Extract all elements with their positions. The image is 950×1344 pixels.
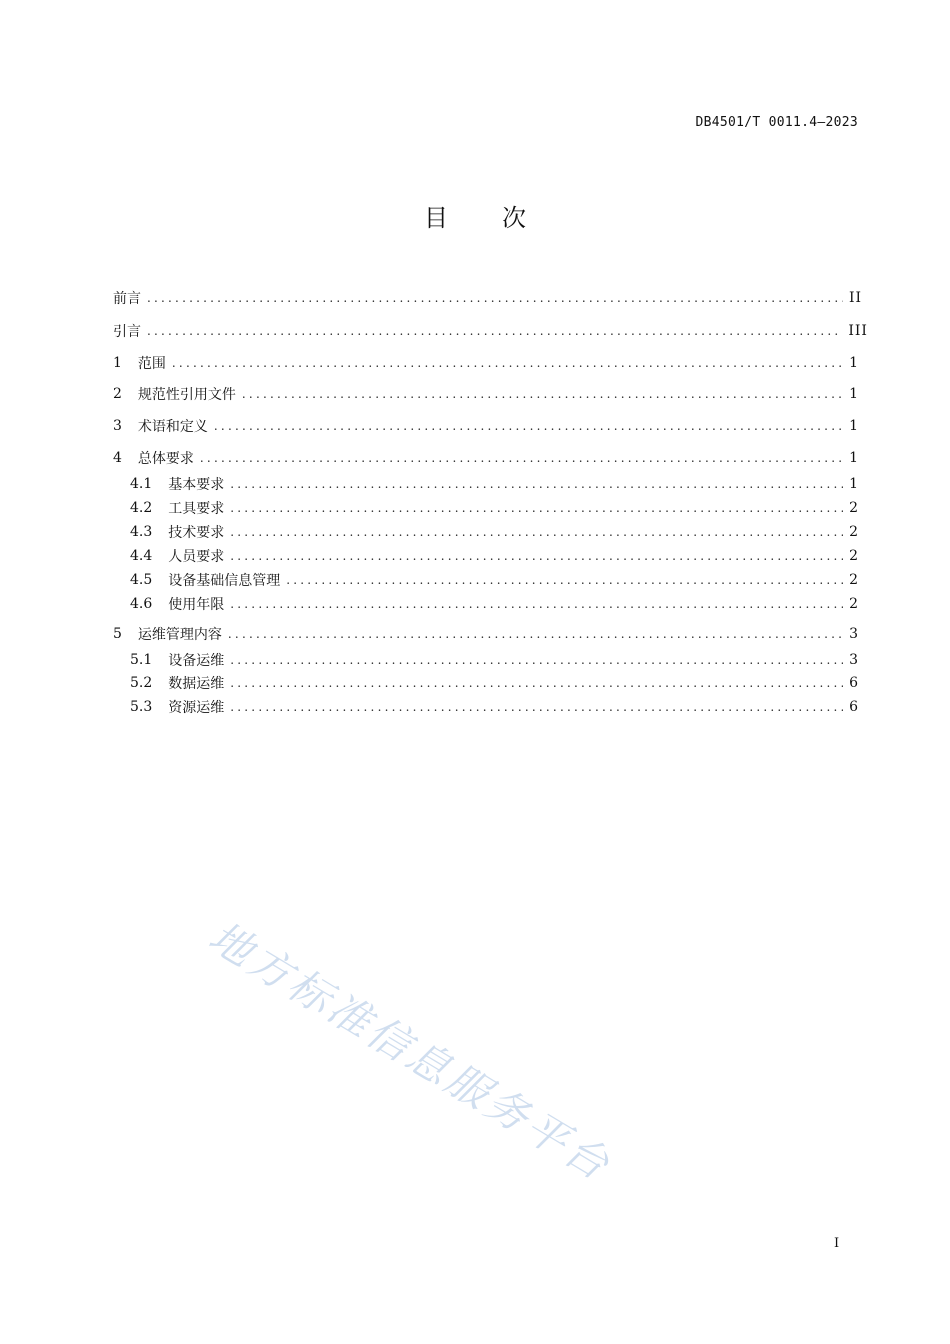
toc-entry-number: 4.2 (130, 500, 153, 516)
toc-entry-page: 2 (849, 524, 859, 540)
toc-entry-label: 规范性引用文件 (137, 387, 236, 403)
toc-entry-page: 2 (849, 500, 859, 516)
toc-entry-4-1[interactable] (130, 473, 859, 495)
dot-leader (230, 497, 843, 519)
toc-entry-label: 术语和定义 (137, 419, 208, 435)
toc-entry-number: 4.5 (130, 572, 153, 588)
dot-leader (242, 383, 843, 405)
toc-entry-label: 总体要求 (137, 451, 194, 467)
toc-entry-label: 设备基础信息管理 (168, 573, 281, 589)
toc-entry-label: 范围 (137, 356, 166, 372)
toc-entry-page: 2 (849, 572, 859, 588)
toc-entry-1[interactable] (113, 352, 859, 374)
dot-leader (230, 696, 843, 718)
dot-leader (228, 623, 843, 645)
toc-entry-number: 3 (113, 418, 122, 434)
toc-entry-3[interactable] (113, 415, 859, 437)
document-code: DB4501/T 0011.4—2023 (695, 115, 858, 130)
toc-entry-label: 设备运维 (168, 653, 225, 669)
toc-entry-label: 工具要求 (168, 501, 225, 517)
toc-entry-5[interactable] (113, 623, 859, 645)
toc-entry-introduction[interactable] (113, 320, 868, 342)
toc-entry-page: 1 (849, 450, 859, 466)
toc-entry-label: 资源运维 (168, 700, 225, 716)
dot-leader (147, 320, 842, 342)
toc-entry-label: 人员要求 (168, 549, 225, 565)
toc-entry-label: 运维管理内容 (137, 627, 222, 643)
toc-entry-label: 引言 (113, 324, 141, 340)
toc-entry-4-5[interactable] (130, 569, 859, 591)
dot-leader (230, 649, 843, 671)
toc-entry-page: 1 (849, 418, 859, 434)
dot-leader (200, 447, 843, 469)
toc-entry-number: 2 (113, 386, 122, 402)
title-char-1: 目 (424, 204, 448, 232)
dot-leader (230, 521, 843, 543)
watermark: 地方标准信息服务平台 (200, 911, 621, 1191)
toc-entry-number: 4.4 (130, 548, 153, 564)
toc-entry-4-6[interactable] (130, 593, 859, 615)
dot-leader (230, 545, 843, 567)
toc-entry-page: II (849, 290, 863, 306)
toc-entry-number: 1 (113, 355, 122, 371)
dot-leader (230, 593, 843, 615)
toc-entry-page: 1 (849, 386, 859, 402)
toc-entry-label: 前言 (113, 291, 141, 307)
toc-entry-number: 4.3 (130, 524, 153, 540)
toc-entry-number: 5.3 (130, 699, 153, 715)
toc-entry-page: 3 (849, 652, 859, 668)
toc-entry-page: 2 (849, 596, 859, 612)
toc-entry-number: 5 (113, 626, 122, 642)
dot-leader (147, 287, 843, 309)
toc-entry-label: 使用年限 (168, 597, 225, 613)
dot-leader (286, 569, 843, 591)
toc-entry-page: III (848, 323, 868, 339)
toc-entry-4[interactable] (113, 447, 859, 469)
toc-entry-foreword[interactable] (113, 287, 863, 309)
toc-entry-number: 5.2 (130, 675, 153, 691)
toc-entry-page: 6 (849, 699, 859, 715)
toc-entry-page: 3 (849, 626, 859, 642)
toc-entry-5-2[interactable] (130, 672, 859, 694)
dot-leader (230, 473, 843, 495)
dot-leader (230, 672, 843, 694)
toc-entry-4-4[interactable] (130, 545, 859, 567)
toc-entry-page: 1 (849, 355, 859, 371)
toc-entry-4-2[interactable] (130, 497, 859, 519)
page-number: I (834, 1236, 840, 1251)
toc-entry-number: 4.1 (130, 476, 153, 492)
toc-entry-4-3[interactable] (130, 521, 859, 543)
toc-entry-page: 1 (849, 476, 859, 492)
toc-entry-number: 4.6 (130, 596, 153, 612)
dot-leader (214, 415, 843, 437)
page-title (0, 198, 950, 233)
toc-entry-5-1[interactable] (130, 649, 859, 671)
toc-entry-number: 4 (113, 450, 122, 466)
toc-entry-2[interactable] (113, 383, 859, 405)
toc-entry-5-3[interactable] (130, 696, 859, 718)
dot-leader (172, 352, 843, 374)
toc-entry-label: 基本要求 (168, 477, 225, 493)
toc-entry-number: 5.1 (130, 652, 153, 668)
toc-entry-label: 技术要求 (168, 525, 225, 541)
toc-entry-page: 6 (849, 675, 859, 691)
toc-entry-page: 2 (849, 548, 859, 564)
toc-entry-label: 数据运维 (168, 676, 225, 692)
title-char-2: 次 (502, 204, 526, 232)
